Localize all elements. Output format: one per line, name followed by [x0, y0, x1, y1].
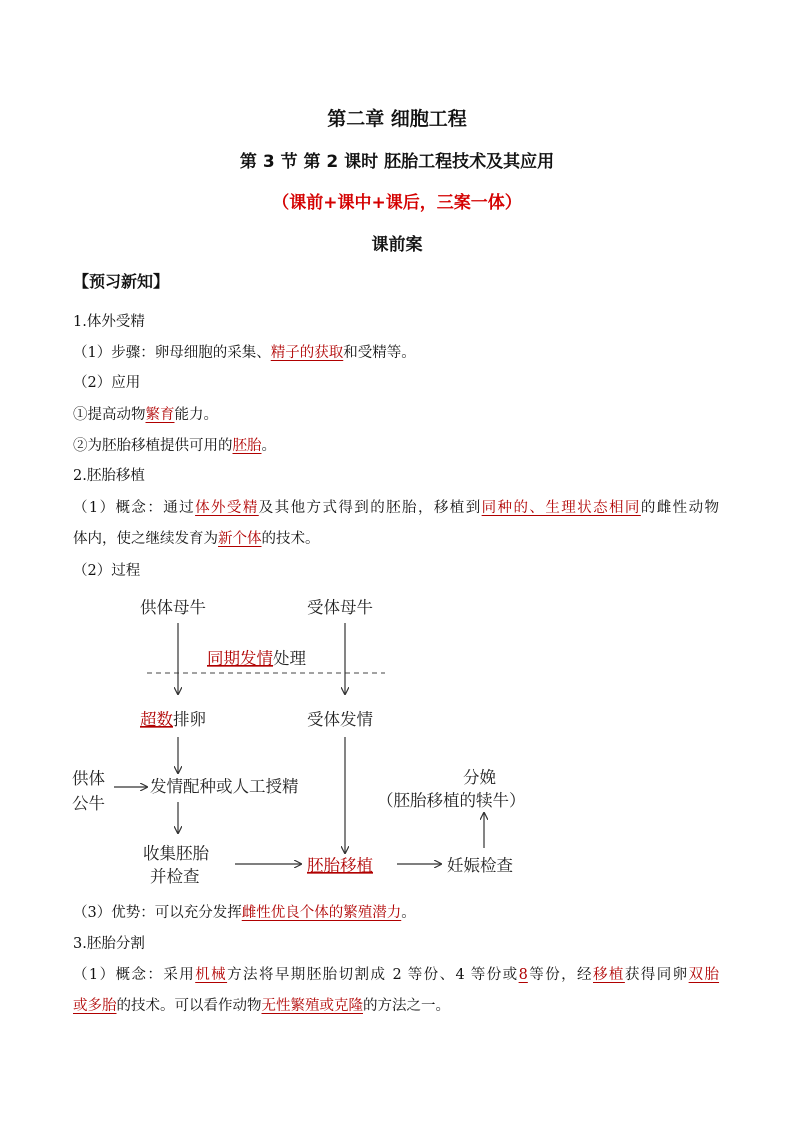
s3-c-h: 双胎: [688, 967, 720, 983]
s2-c2-b: 新个体: [218, 531, 262, 547]
donor-bull-label-2: 公牛: [72, 794, 105, 813]
s3-c-c: 方法将早期胚胎切割成 2 等份、4 等份或: [227, 967, 519, 983]
s3-c-a: （1）概念：采用: [73, 967, 196, 983]
s3-title: 3.胚胎分割: [73, 936, 145, 952]
collect-embryo-label-2: 并检查: [150, 867, 200, 886]
donor-bull-label-1: 供体: [72, 769, 105, 788]
s2-c-d: 同种的、生理状态相同: [481, 500, 641, 516]
s2-concept-line2: [73, 529, 733, 549]
s3-c2-b: 的技术。可以看作动物: [116, 998, 262, 1014]
recipient-estrus-label: 受体发情: [307, 710, 373, 729]
s2-c2-c: 的技术。: [261, 531, 320, 547]
slogan: （课前+课中+课后，三案一体）: [272, 193, 522, 213]
sync-estrus-label: [207, 649, 307, 668]
s1-step-post: 和受精等。: [343, 345, 416, 361]
s1-app2-answer: 胚胎: [232, 438, 262, 454]
embryo-transfer-diagram: [0, 590, 794, 896]
s3-c-g: 获得同卵: [624, 967, 689, 983]
embryo-transfer-answer: 胚胎移植: [307, 856, 373, 875]
s2-adv-pre: （3）优势：可以充分发挥: [73, 905, 242, 921]
section-title: 第 3 节 第 2 课时 胚胎工程技术及其应用: [239, 152, 555, 172]
s1-step-answer: 精子的获取: [270, 345, 344, 361]
s1-app2-pre: ②为胚胎移植提供可用的: [73, 438, 233, 454]
sync-estrus-answer: 同期发情: [207, 649, 273, 668]
recipient-cow-label: 受体母牛: [307, 598, 373, 617]
s1-app1: [73, 405, 733, 425]
s1-step-pre: （1）步骤：卵母细胞的采集、: [73, 345, 271, 361]
s2-process-title: （2）过程: [73, 563, 141, 579]
s2-adv-answer: 雌性优良个体的繁殖潜力: [241, 905, 402, 921]
chapter-title: 第二章 细胞工程: [327, 108, 467, 130]
s1-app1-answer: 繁育: [145, 407, 175, 423]
s1-app1-pre: ①提高动物: [73, 407, 146, 423]
part-title: 课前案: [371, 235, 423, 255]
s2-title: 2.胚胎移植: [73, 468, 145, 484]
s3-c-b: 机械: [195, 967, 228, 983]
s1-app2: [73, 436, 733, 456]
s3-concept-line1: [73, 965, 719, 985]
s2-c2-a: 体内，使之继续发育为: [73, 531, 218, 547]
s1-app2-post: 。: [261, 438, 276, 454]
s1-app1-post: 能力。: [174, 407, 218, 423]
collect-embryo-label-1: 收集胚胎: [143, 844, 209, 863]
superovulation-label: [140, 710, 206, 729]
s3-c2-a: 或多胎: [73, 998, 117, 1014]
s2-adv-post: 。: [401, 905, 416, 921]
birth-label-1: 分娩: [463, 768, 496, 787]
s1-step: [73, 343, 733, 363]
s2-c-c: 及其他方式得到的胚胎，移植到: [258, 500, 482, 516]
birth-label-2: （胚胎移植的犊牛）: [377, 791, 526, 810]
s2-advantage: [73, 903, 733, 923]
superovulation-answer: 超数: [140, 710, 173, 729]
preview-heading: 【预习新知】: [73, 272, 170, 291]
donor-cow-label: 供体母牛: [140, 598, 206, 617]
s1-app-title: （2）应用: [73, 375, 141, 391]
s3-c2-c: 无性繁殖或克隆: [261, 998, 363, 1014]
s3-c-e: 等份，经: [527, 967, 593, 983]
s2-c-e: 的雌性动物: [640, 500, 720, 516]
s3-c2-d: 的方法之一。: [363, 998, 450, 1014]
superovulation-post: 排卵: [173, 710, 206, 729]
s3-c-d: 8: [518, 967, 528, 983]
pregnancy-check-label: 妊娠检查: [447, 856, 513, 875]
s2-c-a: （1）概念：通过: [73, 500, 196, 516]
mating-label: 发情配种或人工授精: [150, 777, 299, 796]
s3-c-f: 移植: [593, 967, 625, 983]
s1-title: 1.体外受精: [73, 314, 145, 330]
s2-concept-line1: [73, 498, 719, 518]
sync-estrus-post: 处理: [273, 649, 306, 668]
s3-concept-line2: [73, 996, 733, 1016]
s2-c-b: 体外受精: [195, 500, 259, 516]
